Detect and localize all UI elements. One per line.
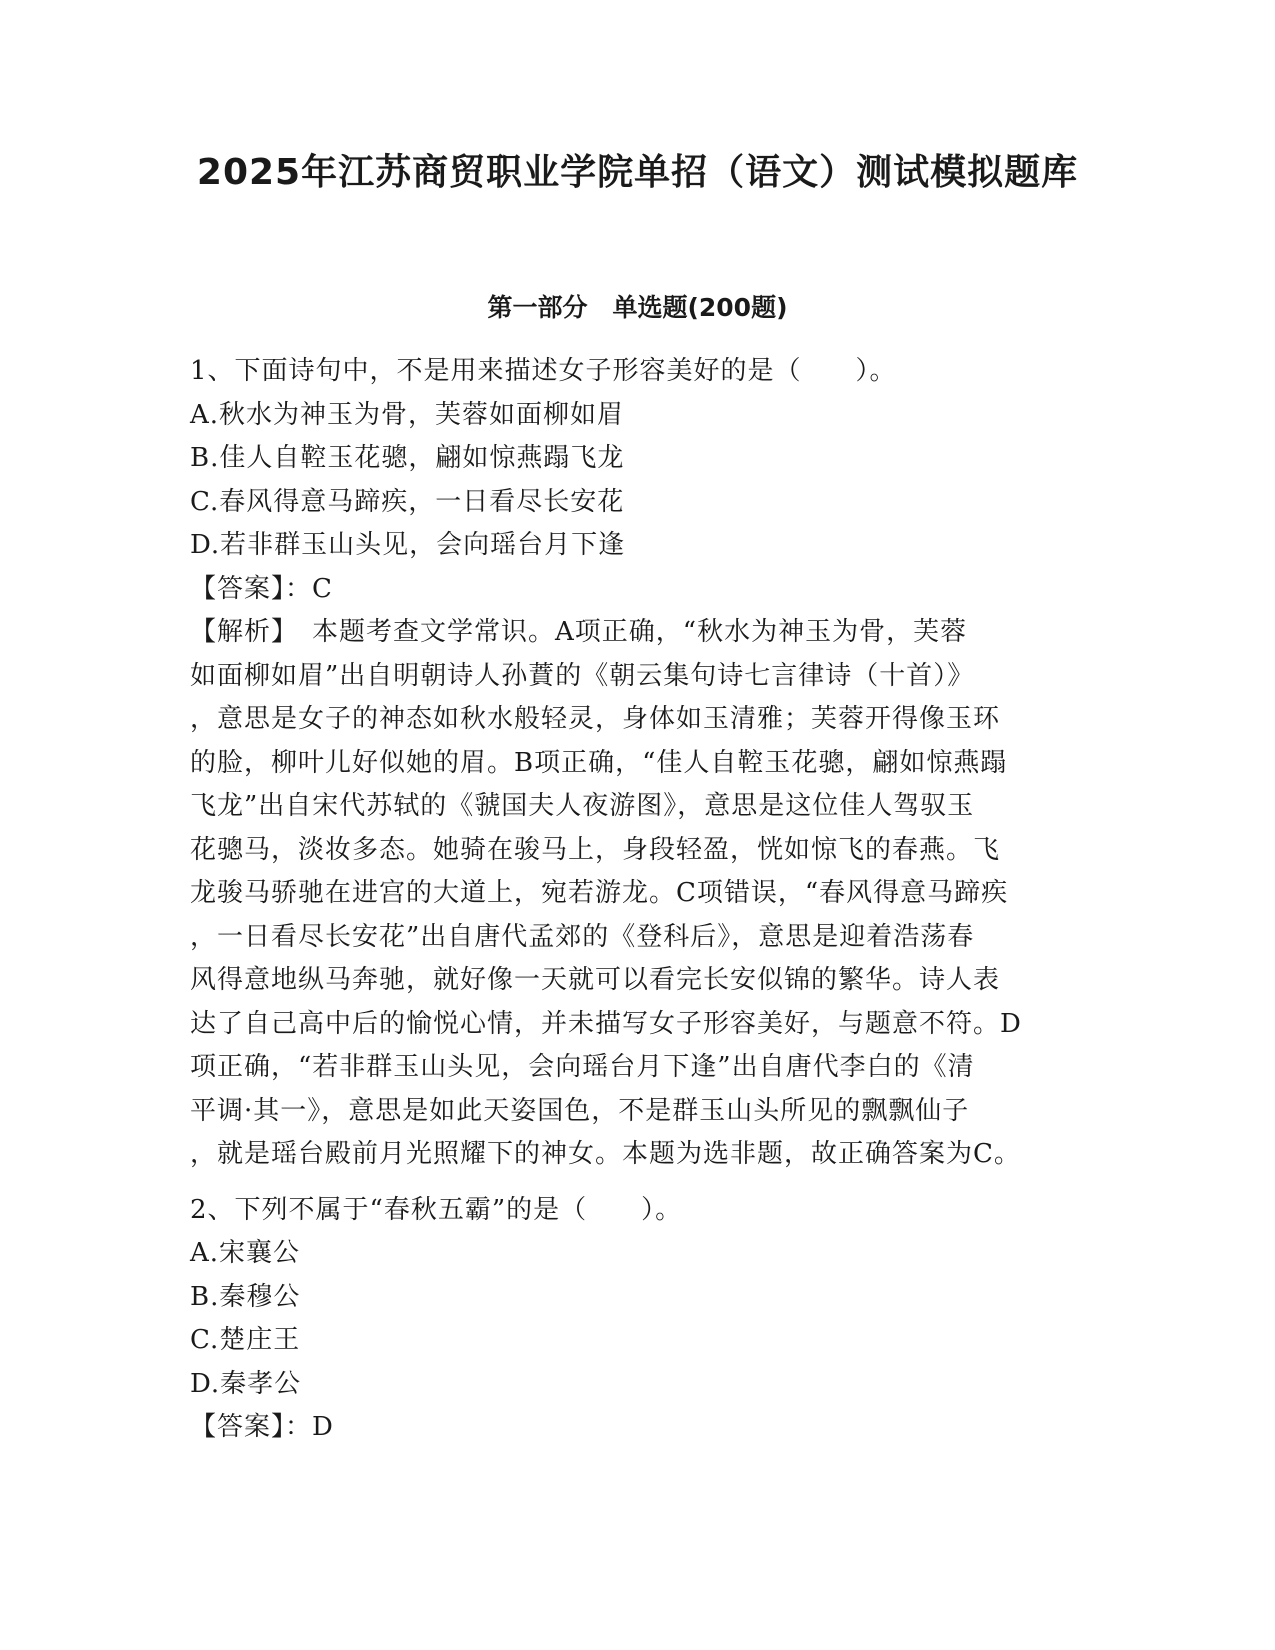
analysis-block bbox=[190, 611, 1090, 1177]
option-c: C.楚庄王 bbox=[190, 1325, 301, 1355]
option-b: B.佳人自鞚玉花骢，翩如惊燕蹋飞龙 bbox=[190, 443, 625, 473]
analysis-line: 如面柳如眉”出自明朝诗人孙蕡的《朝云集句诗七言律诗（十首）》 bbox=[190, 660, 975, 691]
question-stem: 1、下面诗句中，不是用来描述女子形容美好的是（ ）。 bbox=[190, 356, 897, 386]
answer-line: 【答案】：C bbox=[190, 573, 333, 604]
analysis-line: 达了自己高中后的愉悦心情，并未描写女子形容美好，与题意不符。D bbox=[190, 1008, 1022, 1039]
analysis-line: 项正确，“若非群玉山头见，会向瑶台月下逢”出自唐代李白的《清 bbox=[190, 1052, 975, 1082]
analysis-line: 【解析】 本题考查文学常识。A项正确，“秋水为神玉为骨，芙蓉 bbox=[190, 617, 968, 647]
option-d: D.若非群玉山头见，会向瑶台月下逢 bbox=[190, 530, 626, 560]
analysis-line: 风得意地纵马奔驰，就好像一天就可以看完长安似锦的繁华。诗人表 bbox=[190, 965, 1001, 995]
option-a: A.秋水为神玉为骨，芙蓉如面柳如眉 bbox=[190, 399, 625, 430]
question-list bbox=[190, 350, 1090, 1450]
question-stem: 2、下列不属于“春秋五霸”的是（ ）。 bbox=[190, 1194, 683, 1225]
document-title: 2025年江苏商贸职业学院单招（语文）测试模拟题库 bbox=[196, 152, 1079, 193]
question-gap bbox=[190, 1177, 1090, 1189]
section-title: 第一部分 单选题(200题) bbox=[487, 293, 788, 322]
analysis-line: 飞龙”出自宋代苏轼的《虢国夫人夜游图》，意思是这位佳人驾驭玉 bbox=[190, 791, 975, 821]
analysis-line: 平调·其一》，意思是如此天姿国色，不是群玉山头所见的飘飘仙子 bbox=[190, 1095, 970, 1126]
option-c: C.春风得意马蹄疾，一日看尽长安花 bbox=[190, 486, 625, 517]
analysis-line: ，就是瑶台殿前月光照耀下的神女。本题为选非题，故正确答案为C。 bbox=[190, 1139, 1021, 1169]
question-2 bbox=[190, 1189, 1090, 1450]
option-a: A.宋襄公 bbox=[190, 1238, 301, 1268]
analysis-line: ，意思是女子的神态如秋水般轻灵，身体如玉清雅；芙蓉开得像玉环 bbox=[190, 704, 1001, 734]
answer-line: 【答案】：D bbox=[190, 1412, 334, 1442]
option-d: D.秦孝公 bbox=[190, 1368, 302, 1399]
analysis-line: ，一日看尽长安花”出自唐代孟郊的《登科后》，意思是迎着浩荡春 bbox=[190, 921, 975, 952]
analysis-line: 的脸，柳叶儿好似她的眉。B项正确，“佳人自鞚玉花骢，翩如惊燕蹋 bbox=[190, 747, 1008, 778]
analysis-line: 龙骏马骄驰在进宫的大道上，宛若游龙。C项错误，“春风得意马蹄疾 bbox=[190, 878, 1009, 908]
analysis-line: 花骢马，淡妆多态。她骑在骏马上，身段轻盈，恍如惊飞的春燕。飞 bbox=[190, 834, 1001, 865]
question-1 bbox=[190, 350, 1090, 1177]
option-b: B.秦穆公 bbox=[190, 1281, 301, 1312]
